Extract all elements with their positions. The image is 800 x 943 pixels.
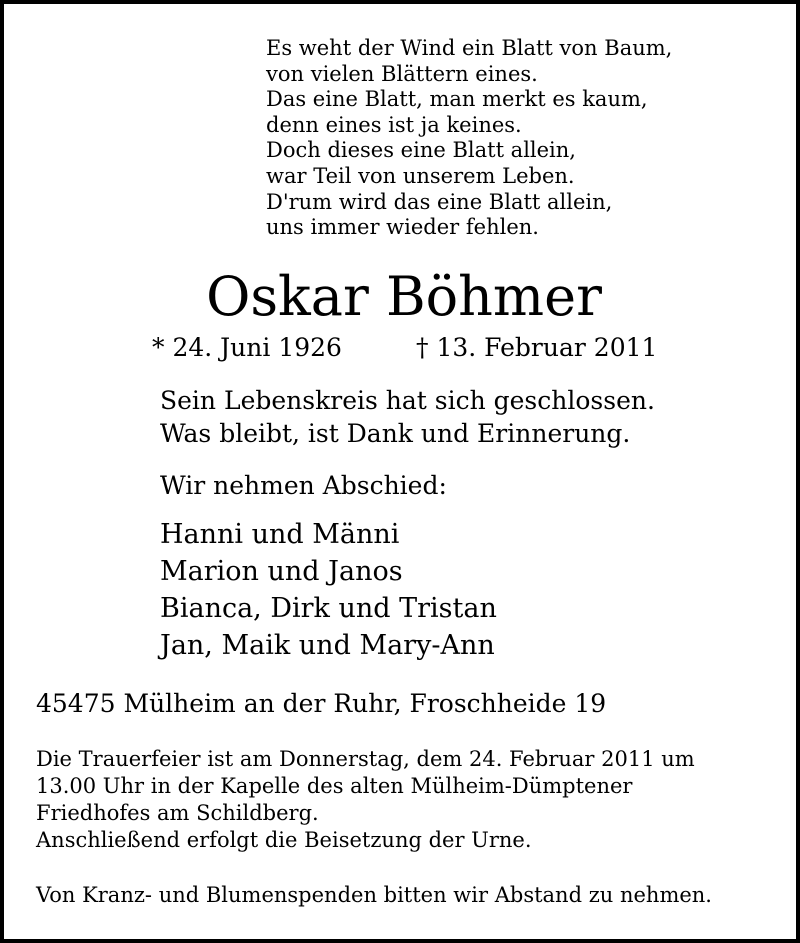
flower-request-note: Von Kranz- und Blumenspenden bitten wir Abstand zu nehmen. bbox=[36, 883, 712, 907]
mourner-entry: Bianca, Dirk und Tristan bbox=[160, 593, 497, 624]
mourner-entry: Jan, Maik und Mary-Ann bbox=[160, 630, 495, 661]
death-date: † 13. Februar 2011 bbox=[416, 333, 658, 362]
mourners-list bbox=[160, 516, 497, 664]
funeral-line: Anschließend erfolgt die Beisetzung der Urne. bbox=[36, 828, 532, 852]
family-address: 45475 Mülheim an der Ruhr, Froschheide 19 bbox=[36, 689, 607, 718]
poem-line: denn eines ist ja keines. bbox=[266, 112, 522, 137]
poem-line: war Teil von unserem Leben. bbox=[266, 163, 575, 188]
poem-line: uns immer wieder fehlen. bbox=[266, 215, 539, 240]
poem-line: Es weht der Wind ein Blatt von Baum, bbox=[266, 36, 673, 60]
memorial-poem bbox=[266, 36, 672, 241]
mourner-entry: Marion und Janos bbox=[160, 556, 403, 587]
poem-line: Das eine Blatt, man merkt es kaum, bbox=[266, 87, 648, 112]
birth-date: * 24. Juni 1926 bbox=[152, 333, 342, 362]
poem-line: D'rum wird das eine Blatt allein, bbox=[266, 189, 613, 214]
life-statement bbox=[160, 384, 655, 450]
poem-line: Doch dieses eine Blatt allein, bbox=[266, 138, 576, 163]
life-line: Was bleibt, ist Dank und Erinnerung. bbox=[160, 419, 631, 448]
funeral-line: Die Trauerfeier ist am Donnerstag, dem 24. Februar 2011 um bbox=[36, 747, 695, 771]
funeral-details bbox=[36, 746, 695, 854]
deceased-name: Oskar Böhmer bbox=[206, 265, 602, 328]
funeral-line: 13.00 Uhr in der Kapelle des alten Mülheim-Dümptener bbox=[36, 774, 633, 798]
mourner-entry: Hanni und Männi bbox=[160, 519, 400, 550]
farewell-heading: Wir nehmen Abschied: bbox=[160, 471, 447, 500]
poem-line: von vielen Blättern eines. bbox=[266, 61, 538, 86]
funeral-line: Friedhofes am Schildberg. bbox=[36, 801, 319, 825]
life-line: Sein Lebenskreis hat sich geschlossen. bbox=[160, 386, 655, 415]
